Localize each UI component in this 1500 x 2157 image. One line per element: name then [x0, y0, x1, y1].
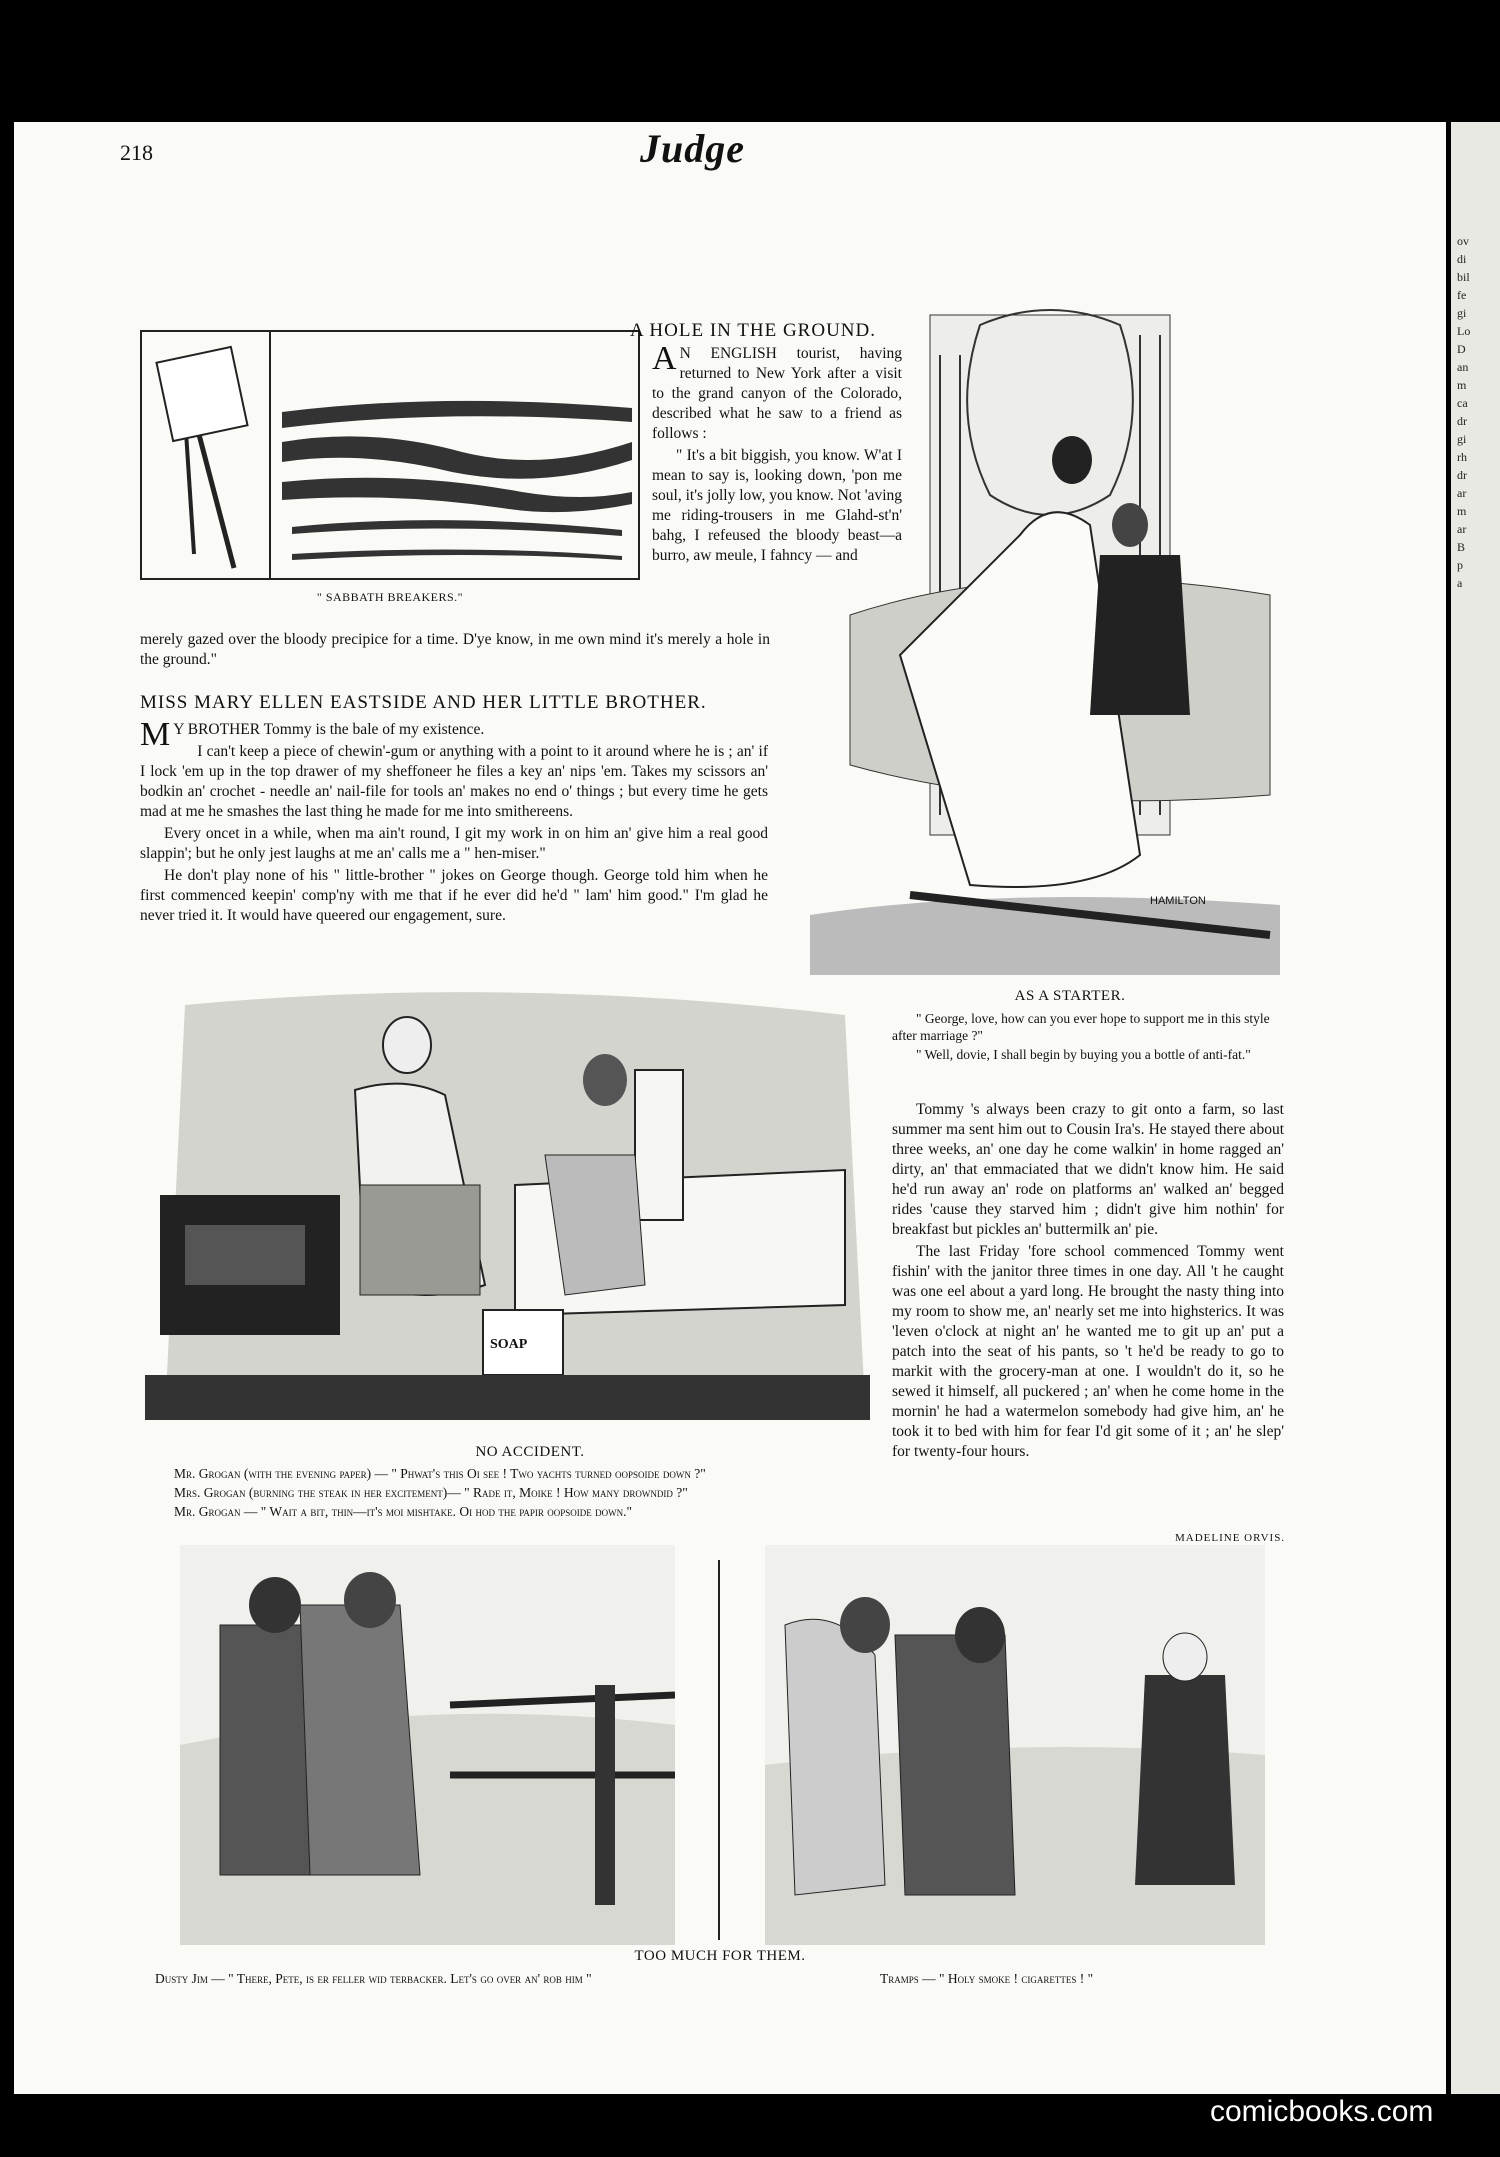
next-page-fragment: gi	[1457, 306, 1467, 320]
next-page-fragment: di	[1457, 252, 1467, 266]
hole-para-2: " It's a bit biggish, you know. W'at I mean to say is, looking down, 'pon me soul, it's jolly low, you know. Not 'aving me riding-trousers in me Glahd-st'n' bahg, I refeused the bloody beast—a burro, aw meule, I fahncy — and	[652, 447, 902, 564]
next-page-fragment: ov	[1457, 234, 1469, 248]
next-page-fragment: gi	[1457, 432, 1467, 446]
starter-signature: HAMILTON	[1150, 895, 1206, 907]
tramps-left-illustration	[180, 1545, 675, 1945]
mary-para-2: I can't keep a piece of chewin'-gum or anything with a point to it around where he is ; an' if I lock 'em up in the top drawer of my sheffoneer he files a key an' nips 'em. Takes my scissors an' bodkin an' crochet - needle an' nail-file for tools an' makes no end o' things ; but every time he gets mad at me he smashes the last thing he made for me into smithereens.	[140, 743, 768, 820]
next-page-fragment: ar	[1457, 486, 1467, 500]
next-page-fragment: a	[1457, 576, 1463, 590]
next-page-fragment: m	[1457, 504, 1467, 518]
next-page-edge	[1446, 122, 1500, 2094]
site-watermark: comicbooks.com	[1210, 2095, 1434, 2128]
beach-waves-drawing	[142, 332, 638, 578]
tramps-title: TOO MUCH FOR THEM.	[634, 1948, 806, 1964]
next-page-fragment: rh	[1457, 450, 1467, 464]
tramps-divider	[718, 1560, 720, 1940]
accident-line-2: Mrs. Grogan (burning the steak in her excitement)— " Rade it, Moike ! How many drowndid ?"	[174, 1485, 688, 1500]
mary-text-top	[140, 716, 768, 928]
mary-author: MADELINE ORVIS.	[1175, 1532, 1286, 1544]
page-number: 218	[120, 140, 153, 165]
next-page-fragment: m	[1457, 378, 1467, 392]
next-page-fragment: Lo	[1457, 324, 1471, 338]
sabbath-caption: " SABBATH BREAKERS."	[316, 590, 464, 604]
starter-title: AS A STARTER.	[1014, 988, 1126, 1004]
hole-title: A HOLE IN THE GROUND.	[630, 320, 876, 341]
next-page-fragment: ca	[1457, 396, 1468, 410]
next-page-fragment: dr	[1457, 468, 1467, 482]
accident-title: NO ACCIDENT.	[475, 1444, 585, 1460]
mary-para-1: Y BROTHER Tommy is the bale of my existence.	[173, 721, 485, 738]
starter-text	[892, 1010, 1284, 1065]
tramps-right-illustration	[765, 1545, 1265, 1945]
grogan-illustration	[145, 985, 870, 1440]
accident-line-1: Mr. Grogan (with the evening paper) — " Phwat's this Oi see ! Two yachts turned oopsoide down ?"	[174, 1466, 706, 1481]
tramps-right-caption: Tramps — " Holy smoke ! cigarettes ! "	[880, 1971, 1094, 1986]
next-page-fragment: ar	[1457, 522, 1467, 536]
accident-line-3: Mr. Grogan — " Wait a bit, thin—it's moi mishtake. Oi hod the papir oopsoide down."	[174, 1504, 633, 1519]
hole-drop-cap: A	[652, 340, 677, 377]
mary-para-6: The last Friday 'fore school commenced Tommy went fishin' with the janitor three times in one day. All 't he caught was one eel about a yard long. He brought the nasty thing into my room to show me, an' nearly set me into highsterics. It was 'leven o'clock at night an' he wanted me to git up an' put a patch into the seat of his pants, so 't he'd be ready to go to markit with the grocery-man at one. I wouldn't do it, so he sewed it himself, all puckered ; an' when he come home in the mornin' he had a watermelon somebody had give him, an' he took it to bed with him for fear I'd git some of it ; an' he slep' for twenty-four hours.	[892, 1243, 1284, 1460]
mary-para-4: He don't play none of his " little-brother " jokes on George though. George told him when he first commenced keepin' comp'ny with me that if he ever did he'd " lam' him good." I'm glad he never tried it. It would have queered our engagement, sure.	[140, 867, 768, 924]
sabbath-illustration	[140, 330, 640, 580]
next-page-fragment: fe	[1457, 288, 1467, 302]
tramps-left-caption: Dusty Jim — " There, Pete, is er feller wid terbacker. Let's go over an' rob him "	[155, 1971, 592, 1986]
accident-text	[150, 1465, 870, 1522]
starter-line-1: " George, love, how can you ever hope to support me in this style after marriage ?"	[892, 1011, 1270, 1043]
next-page-fragment: B	[1457, 540, 1466, 554]
next-page-fragment: an	[1457, 360, 1469, 374]
next-page-fragment: dr	[1457, 414, 1467, 428]
next-page-fragment: bil	[1457, 270, 1470, 284]
starter-line-2: " Well, dovie, I shall begin by buying you a bottle of anti-fat."	[916, 1047, 1251, 1062]
mary-para-5: Tommy 's always been crazy to git onto a farm, so last summer ma sent him out to Cousin Ira's. He stayed there about three weeks, an' one day he come walkin' in home ragged an' dirty, an' that emmaciated that we didn't know him. He said he'd run away an' rode on platforms an' walked an' begged rides 'cause they starved him ; didn't give him nothin' for breakfast but pickles an' buttermilk an' pie.	[892, 1101, 1284, 1238]
next-page-fragment: D	[1457, 342, 1466, 356]
starter-illustration	[810, 295, 1280, 980]
mary-drop-cap: M	[140, 716, 171, 753]
mary-text-right	[892, 1100, 1284, 1464]
soap-box-label: SOAP	[490, 1337, 528, 1352]
hole-para-1: N ENGLISH tourist, having returned to New York after a visit to the grand canyon of the Colorado, described what he saw to a friend as follows :	[652, 345, 902, 442]
top-black-border	[0, 0, 1500, 122]
next-page-fragment: p	[1457, 558, 1463, 572]
mary-title: MISS MARY ELLEN EASTSIDE AND HER LITTLE BROTHER.	[140, 692, 707, 713]
mary-para-3: Every oncet in a while, when ma ain't round, I git my work in on him an' give him a real good slappin'; but he only jest laughs at me an' calls me a " hen-miser."	[140, 825, 768, 862]
sign-text	[0, 0, 1, 1]
masthead-title: Judge	[640, 126, 745, 171]
hole-para-3: merely gazed over the bloody precipice for a time. D'ye know, in me own mind it's merely a hole in the ground."	[140, 631, 770, 668]
